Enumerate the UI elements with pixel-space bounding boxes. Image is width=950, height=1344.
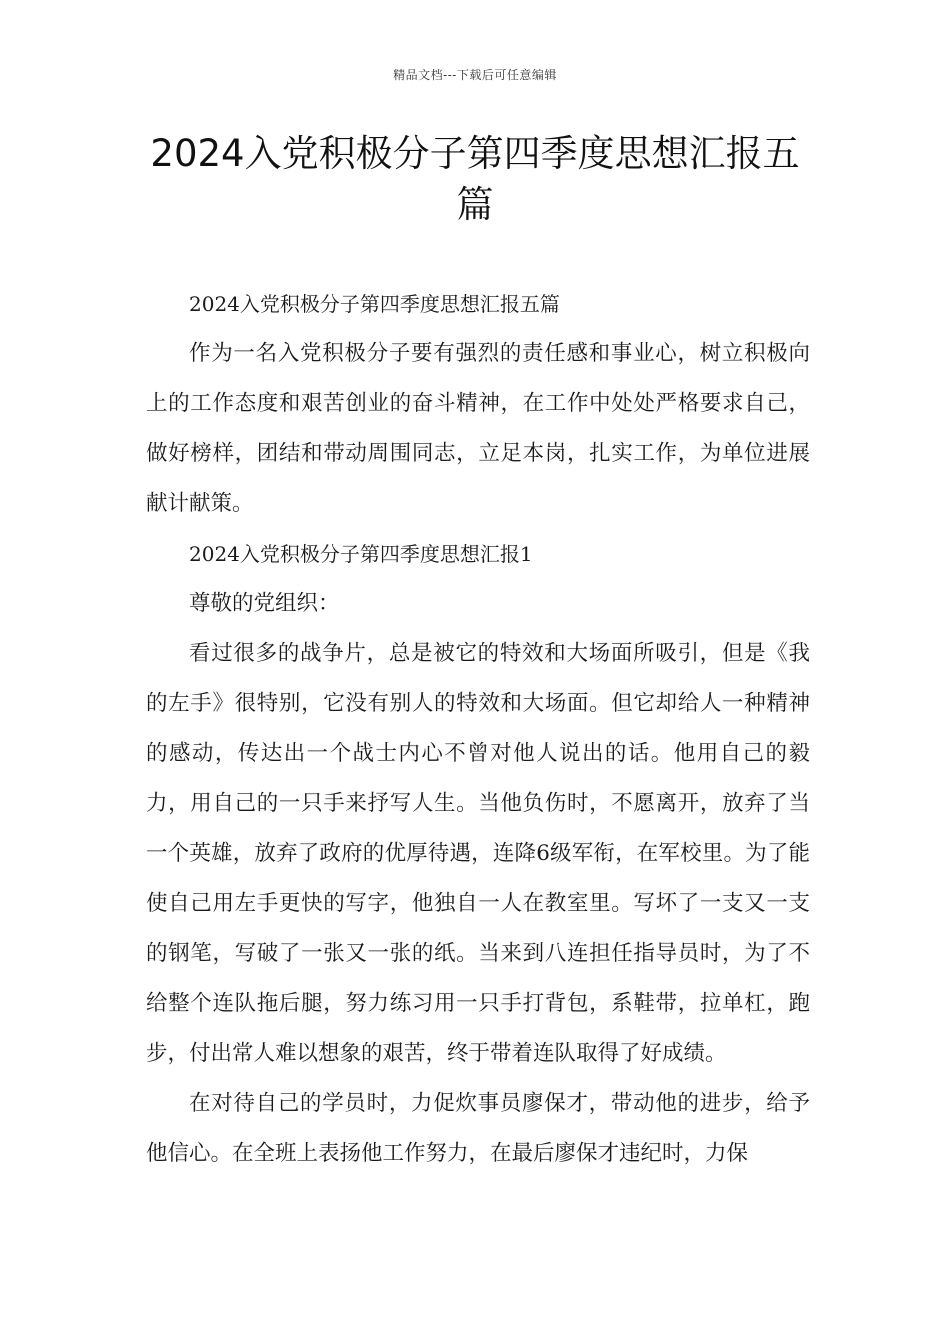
intro-paragraph: 作为一名入党积极分子要有强烈的责任感和事业心，树立积极向上的工作态度和艰苦创业的奋斗精神，在工作中处处严格要求自己，做好榜样，团结和带动周围同志，立足本岗，扎实工作，为单位进展献计献策。: [146, 341, 810, 516]
body-paragraph-2: 在对待自己的学员时，力促炊事员廖保才，带动他的进步，给予他信心。在全班上表扬他工作努力，在最后廖保才违纪时，力保: [146, 1091, 810, 1166]
salutation: 尊敬的党组织：: [189, 591, 340, 616]
page-header-note: 精品文档---下载后可任意编辑: [393, 68, 557, 82]
intro-heading: 2024入党积极分子第四季度思想汇报五篇: [189, 292, 560, 316]
document-body: [146, 279, 810, 1179]
document-title: 2024入党积极分子第四季度思想汇报五篇: [150, 132, 800, 226]
section-heading-1: 2024入党积极分子第四季度思想汇报1: [189, 542, 533, 566]
body-paragraph-1: 看过很多的战争片，总是被它的特效和大场面所吸引，但是《我的左手》很特别，它没有别人的特效和大场面。但它却给人一种精神的感动，传达出一个战士内心不曾对他人说出的话。他用自己的毅力，用自己的一只手来抒写人生。当他负伤时，不愿离开，放弃了当一个英雄，放弃了政府的优厚待遇，连降6级军衔，在军校里。为了能使自己用左手更快的写字，他独自一人在教室里。写坏了一支又一支的钢笔，写破了一张又一张的纸。当来到八连担任指导员时，为了不给整个连队拖后腿，努力练习用一只手打背包，系鞋带，拉单杠，跑步，付出常人难以想象的艰苦，终于带着连队取得了好成绩。: [146, 641, 810, 1066]
